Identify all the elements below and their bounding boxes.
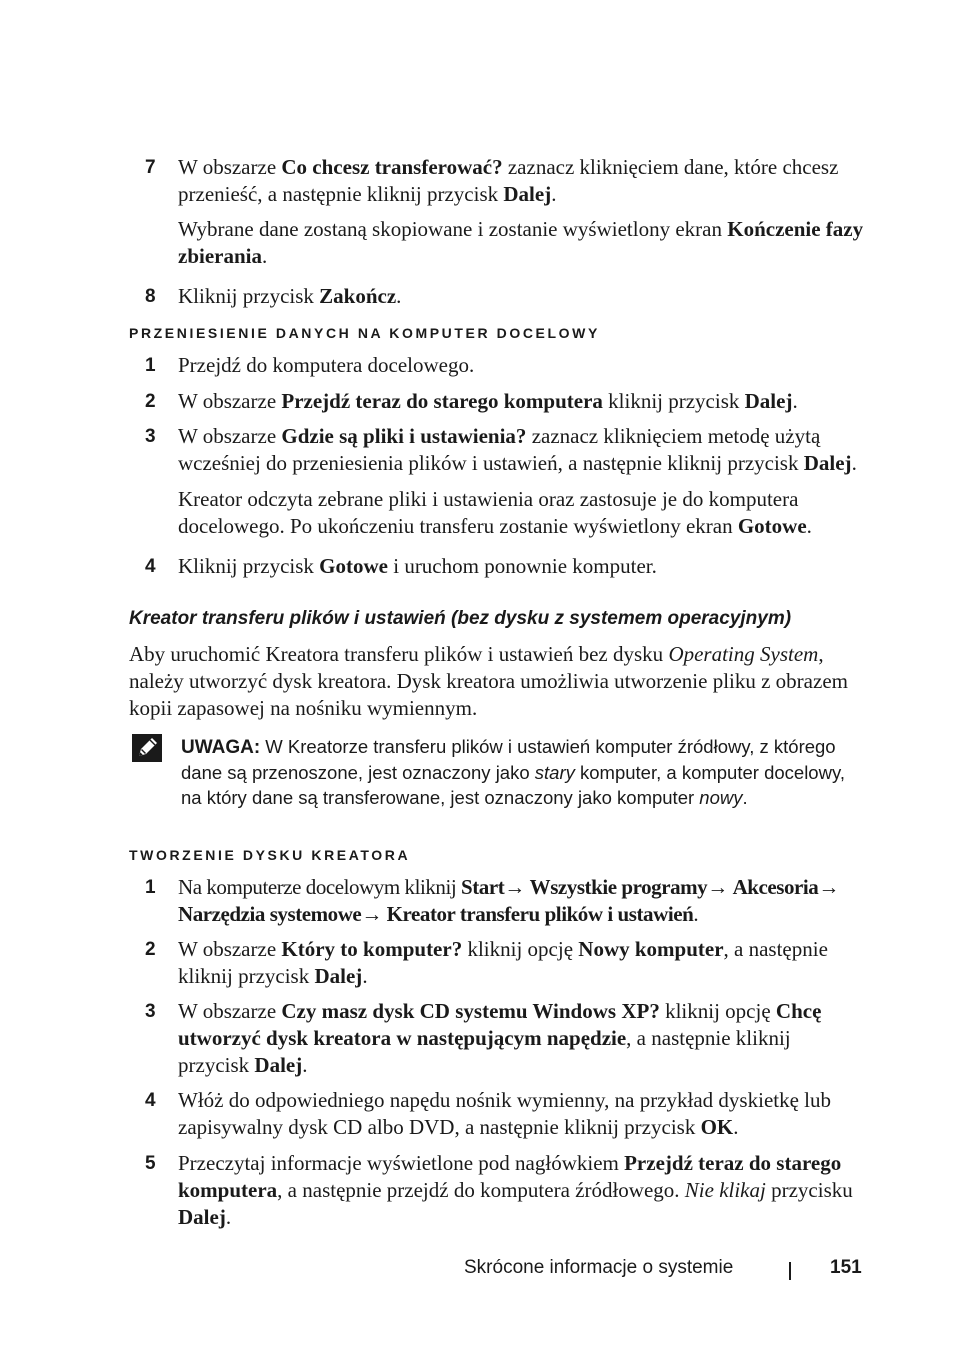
step-4 xyxy=(145,553,865,580)
note-box: UWAGA: W Kreatorze transferu plików i ustawień komputer źródłowy, z którego dane są przenoszone, jest oznaczony jako stary komputer, a komputer docelowy, na który dane są transferowane, jest oznaczony jako komputer nowy. xyxy=(181,736,845,808)
step-number: 5 xyxy=(145,1153,156,1174)
step-number: 4 xyxy=(145,556,156,577)
step-text: Kliknij przycisk Gotowe i uruchom ponownie komputer. xyxy=(178,554,657,578)
subsection-title: Kreator transferu plików i ustawień (bez dysku z systemem operacyjnym) xyxy=(129,608,792,629)
step-text: W obszarze Przejdź teraz do starego komputera kliknij przycisk Dalej. xyxy=(178,389,798,413)
step-7-result: Wybrane dane zostaną skopiowane i zostanie wyświetlony ekran Kończenie fazy zbierania. xyxy=(178,217,864,268)
pencil-note-icon xyxy=(132,734,162,762)
step-number: 7 xyxy=(145,157,156,178)
step-text: W obszarze Gdzie są pliki i ustawienia? zaznacz kliknięciem metodę użytą wcześniej do przeniesienia plików i ustawień, a następnie kliknij przycisk Dalej. xyxy=(178,424,857,475)
step-text: Na komputerze docelowym kliknij Start→ Wszystkie programy→ Akcesoria→ Narzędzia systemowe→ Kreator transferu plików i ustawień. xyxy=(178,875,839,926)
section-heading-create-disk: TWORZENIE DYSKU KREATORA xyxy=(129,847,411,863)
step-number: 1 xyxy=(145,355,156,376)
step-text: W obszarze Czy masz dysk CD systemu Windows XP? kliknij opcję Chcę utworzyć dysk kreatora w następującym napędzie, a następnie kliknij przycisk Dalej. xyxy=(178,999,822,1077)
step-text: Przejdź do komputera docelowego. xyxy=(178,353,475,377)
step-number: 2 xyxy=(145,391,156,412)
step-text: Kliknij przycisk Zakończ. xyxy=(178,284,402,308)
step-1 xyxy=(145,874,865,928)
section-heading-transfer: PRZENIESIENIE DANYCH NA KOMPUTER DOCELOWY xyxy=(129,325,600,341)
step-number: 8 xyxy=(145,286,156,307)
step-2 xyxy=(145,936,865,990)
page-number: 151 xyxy=(830,1257,862,1278)
step-number: 1 xyxy=(145,877,156,898)
step-number: 2 xyxy=(145,939,156,960)
step-3 xyxy=(145,998,865,1079)
step-number: 3 xyxy=(145,426,156,447)
note-label: UWAGA: xyxy=(181,737,261,758)
step-text: Włóż do odpowiedniego napędu nośnik wymienny, na przykład dyskietkę lub zapisywalny dysk CD albo DVD, a następnie kliknij przycisk OK. xyxy=(178,1088,831,1139)
step-8 xyxy=(145,283,865,310)
step-text: W obszarze Który to komputer? kliknij opcję Nowy komputer, a następnie kliknij przycisk Dalej. xyxy=(178,937,828,988)
step-5 xyxy=(145,1150,865,1231)
step-number: 4 xyxy=(145,1090,156,1111)
step-text: Przeczytaj informacje wyświetlone pod nagłówkiem Przejdź teraz do starego komputera, a następnie przejdź do komputera źródłowego. Nie klikaj przycisku Dalej. xyxy=(178,1151,853,1229)
step-3 xyxy=(145,423,865,477)
footer-divider xyxy=(789,1262,791,1280)
step-number: 3 xyxy=(145,1001,156,1022)
step-2 xyxy=(145,388,865,415)
step-4 xyxy=(145,1087,865,1141)
step-3-result: Kreator odczyta zebrane pliki i ustawienia oraz zastosuje je do komputera docelowego. Po ukończeniu transferu zostanie wyświetlony ekran Gotowe. xyxy=(178,487,812,538)
footer-title: Skrócone informacje o systemie xyxy=(464,1257,734,1278)
step-7 xyxy=(145,154,865,208)
step-1 xyxy=(145,352,865,379)
step-text: W obszarze Co chcesz transferować? zaznacz kliknięciem dane, które chcesz przenieść, a następnie kliknij przycisk Dalej. xyxy=(178,155,839,206)
intro-paragraph: Aby uruchomić Kreatora transferu plików i ustawień bez dysku Operating System, należy utworzyć dysk kreatora. Dysk kreatora umożliwia utworzenie pliku z obrazem kopii zapasowej na nośniku wymiennym. xyxy=(129,642,848,720)
